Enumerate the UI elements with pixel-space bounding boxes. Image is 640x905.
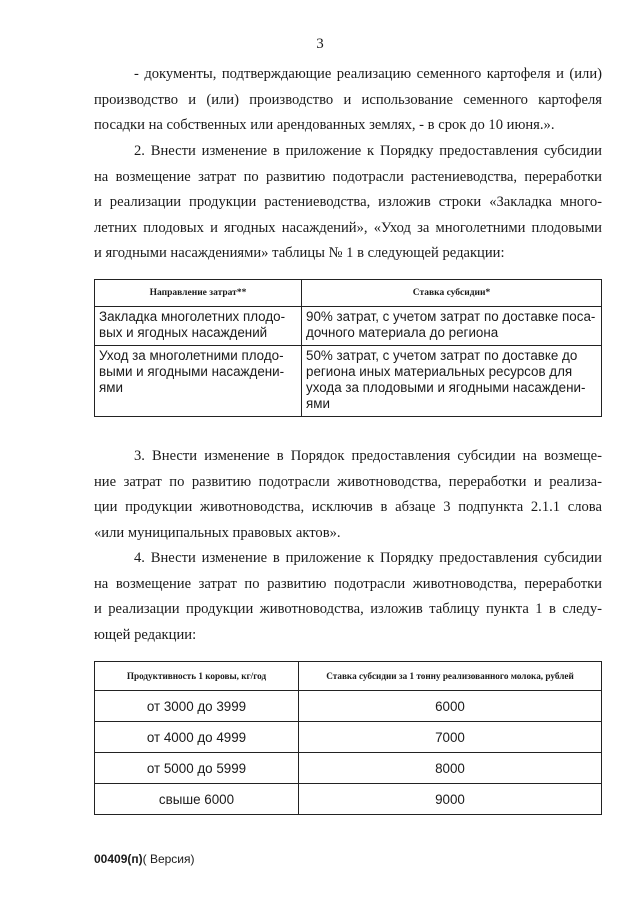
table-row <box>95 722 602 753</box>
table-cell: свыше 6000 <box>95 784 299 815</box>
table-row <box>95 784 602 815</box>
table-cell: от 5000 до 5999 <box>95 753 299 784</box>
text-line: и ягодными насаждениями» таблицы № 1 в следующей редакции: <box>94 245 505 262</box>
milk-subsidy-table <box>94 661 602 815</box>
table-header-cell: Ставка субсидии* <box>302 280 602 307</box>
table-row <box>95 691 602 722</box>
cell-line: ухода за плодовыми и ягодными насаждени- <box>306 380 586 395</box>
table-cell: 7000 <box>299 722 602 753</box>
text-line: на возмещение затрат по развитию подотрасли животноводства, переработки <box>94 575 602 592</box>
table-cell <box>95 346 302 417</box>
cell-line: ями <box>99 380 123 395</box>
text-line: 2. Внести изменение в приложение к Порядку предоставления субсидии <box>134 143 602 159</box>
paragraph-documents <box>94 62 602 139</box>
text-line: и реализации продукции животноводства, изложив таблицу пункта 1 в следу- <box>94 601 602 618</box>
cell-line: Закладка многолетних плодо- <box>99 309 286 324</box>
table-cell: 9000 <box>299 784 602 815</box>
cell-line: региона иных материальных ресурсов для <box>306 364 573 379</box>
text-line: 3. Внести изменение в Порядок предоставления субсидии на возмеще- <box>134 448 602 464</box>
cell-line: вых и ягодных насаждений <box>99 325 268 340</box>
table-header-row <box>95 662 602 691</box>
table-row <box>95 346 602 417</box>
text-line: ции продукции животноводства, исключив в абзаце 3 подпункта 2.1.1 слова <box>94 499 602 516</box>
text-line: посадки на собственных или арендованных землях, - в срок до 10 июня.». <box>94 117 555 134</box>
text-line: на возмещение затрат по развитию подотрасли растениеводства, переработки <box>94 168 602 185</box>
table-header-cell: Продуктивность 1 коровы, кг/год <box>95 662 299 691</box>
paragraph-item-2 <box>94 139 602 267</box>
table-header-row <box>95 280 602 307</box>
table-cell <box>95 307 302 346</box>
document-code: 00409(п) <box>94 852 143 866</box>
table-cell <box>302 346 602 417</box>
cell-line: 90% затрат, с учетом затрат по доставке поса- <box>306 309 596 324</box>
text-line: 4. Внести изменение в приложение к Порядку предоставления субсидии <box>134 550 602 566</box>
cell-line: выми и ягодными насаждени- <box>99 364 285 379</box>
table-cell: 6000 <box>299 691 602 722</box>
table-row <box>95 753 602 784</box>
text-line: «или муниципальных правовых актов». <box>94 524 341 541</box>
table-cell <box>302 307 602 346</box>
paragraph-item-3 <box>94 444 602 546</box>
cell-line: 50% затрат, с учетом затрат по доставке до <box>306 348 578 363</box>
table-cell: 8000 <box>299 753 602 784</box>
version-label: ( Версия) <box>142 852 195 866</box>
text-line: производство и (или) производство и использование семенного картофеля <box>94 91 602 108</box>
paragraph-item-4 <box>94 546 602 648</box>
page-number: 3 <box>316 36 324 52</box>
table-row <box>95 307 602 346</box>
document-footer <box>94 852 195 866</box>
table-header-cell: Направление затрат** <box>95 280 302 307</box>
cell-line: ями <box>306 396 330 411</box>
table-header-cell: Ставка субсидии за 1 тонну реализованного молока, рублей <box>299 662 602 691</box>
text-line: - документы, подтверждающие реализацию семенного картофеля и (или) <box>134 66 602 82</box>
cell-line: Уход за многолетними плодо- <box>99 348 284 363</box>
text-line: ние затрат по развитию подотрасли животноводства, переработки и реализа- <box>94 473 602 490</box>
table-cell: от 4000 до 4999 <box>95 722 299 753</box>
cell-line: дочного материала до региона <box>306 325 499 340</box>
table-cell: от 3000 до 3999 <box>95 691 299 722</box>
subsidy-rates-table <box>94 279 602 417</box>
text-line: и реализации продукции растениеводства, изложив строки «Закладка много- <box>94 194 602 211</box>
text-line: ющей редакции: <box>94 626 197 643</box>
text-line: летних плодовых и ягодных насаждений», «Уход за многолетними плодовыми <box>94 219 602 236</box>
